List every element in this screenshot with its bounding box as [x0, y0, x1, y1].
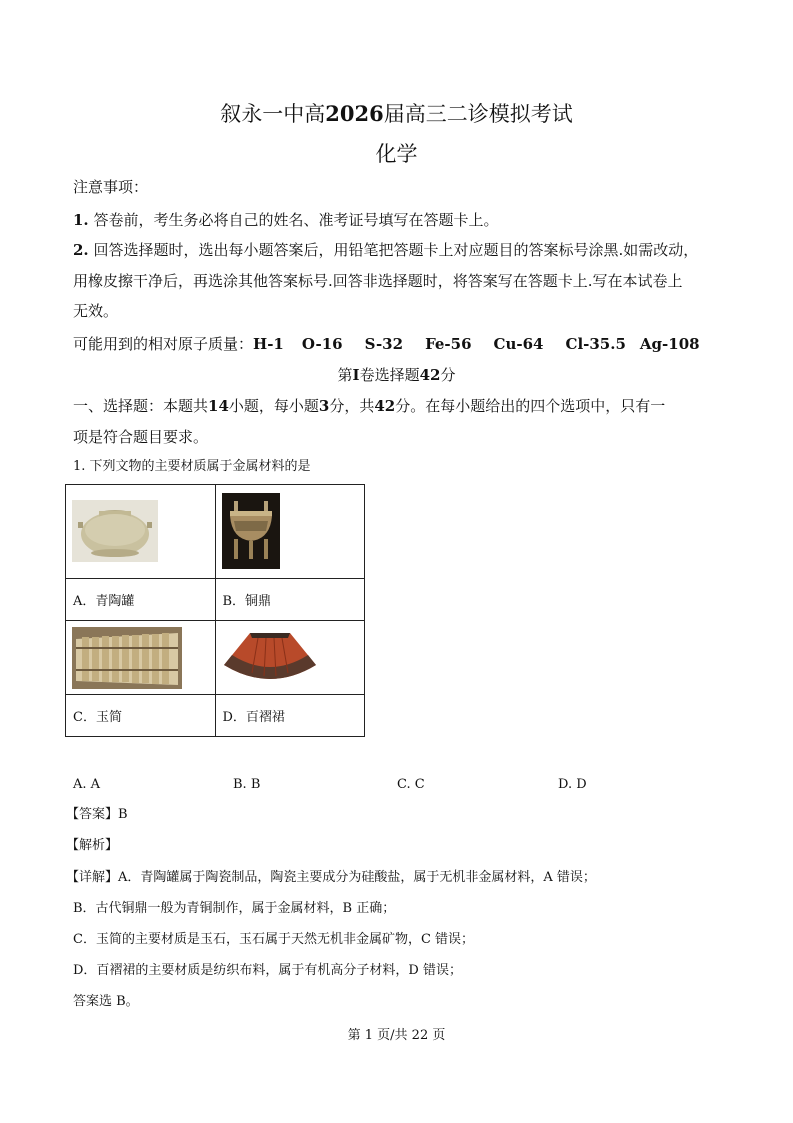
cell-skirt-image [215, 621, 365, 695]
pottery-jar-image [72, 500, 158, 562]
choice-b: B. B [233, 777, 261, 792]
cell-slips-image [66, 621, 216, 695]
mass-o: O-16 [301, 335, 343, 353]
choice-d: D. D [558, 777, 587, 792]
question-1-stem: 1. 下列文物的主要材质属于金属材料的是 [73, 459, 311, 474]
option-a-label: A．青陶罐 [66, 579, 216, 621]
mass-cl: Cl-35.5 [565, 335, 626, 353]
exam-title: 叙永一中高2026届高三二诊模拟考试 [220, 101, 573, 126]
notice-item-2-line-3: 无效。 [73, 302, 119, 320]
cell-jar-image [66, 485, 216, 579]
option-d-label: D．百褶裙 [215, 695, 365, 737]
relics-table [65, 484, 365, 737]
jade-slips-image [72, 627, 182, 689]
section-instructions-line-1: 一、选择题：本题共14小题，每小题3分，共42分。在每小题给出的四个选项中，只有一 [73, 397, 666, 415]
notice-item-2-line-1: 2. 回答选择题时，选出每小题答案后，用铅笔把答题卡上对应题目的答案标号涂黑.如需改动， [73, 241, 699, 259]
bronze-ding-image [222, 493, 280, 569]
option-c-label: C．玉简 [66, 695, 216, 737]
option-b-label: B．铜鼎 [215, 579, 365, 621]
pleated-skirt-image [222, 629, 318, 689]
notice-item-1: 1. 答卷前，考生务必将自己的姓名、准考证号填写在答题卡上。 [73, 211, 499, 229]
atomic-masses-label: 可能用到的相对原子质量： [73, 335, 254, 353]
detail-b: B．古代铜鼎一般为青铜制作，属于金属材料，B 正确； [73, 901, 396, 916]
notice-heading: 注意事项： [73, 178, 149, 196]
atomic-masses [73, 334, 700, 354]
subject-title: 化学 [375, 142, 418, 166]
section-instructions-line-2: 项是符合题目要求。 [73, 428, 209, 446]
mass-ag: Ag-108 [639, 335, 700, 353]
mass-fe: Fe-56 [425, 335, 472, 353]
detail-d: D．百褶裙的主要材质是纺织布料，属于有机高分子材料，D 错误； [73, 963, 462, 978]
answer-tag: 【答案】B [66, 807, 128, 822]
volume-heading: 第I卷选择题42分 [337, 366, 456, 384]
detail-c: C．玉简的主要材质是玉石，玉石属于天然无机非金属矿物，C 错误； [73, 932, 475, 947]
mass-cu: Cu-64 [493, 335, 544, 353]
conclusion: 答案选 B。 [73, 994, 139, 1009]
choice-c: C. C [397, 777, 425, 792]
detail-a: 【详解】A．青陶罐属于陶瓷制品，陶瓷主要成分为硅酸盐，属于无机非金属材料，A 错误； [66, 870, 596, 885]
page-number: 第 1 页/共 22 页 [347, 1028, 446, 1043]
choice-a: A. A [73, 777, 101, 792]
mass-h: H-1 [253, 335, 284, 353]
notice-item-2-line-2: 用橡皮擦干净后，再选涂其他答案标号.回答非选择题时，将答案写在答题卡上.写在本试卷上 [73, 272, 683, 290]
analysis-tag: 【解析】 [66, 838, 119, 853]
mass-s: S-32 [364, 335, 404, 353]
cell-ding-image [215, 485, 365, 579]
